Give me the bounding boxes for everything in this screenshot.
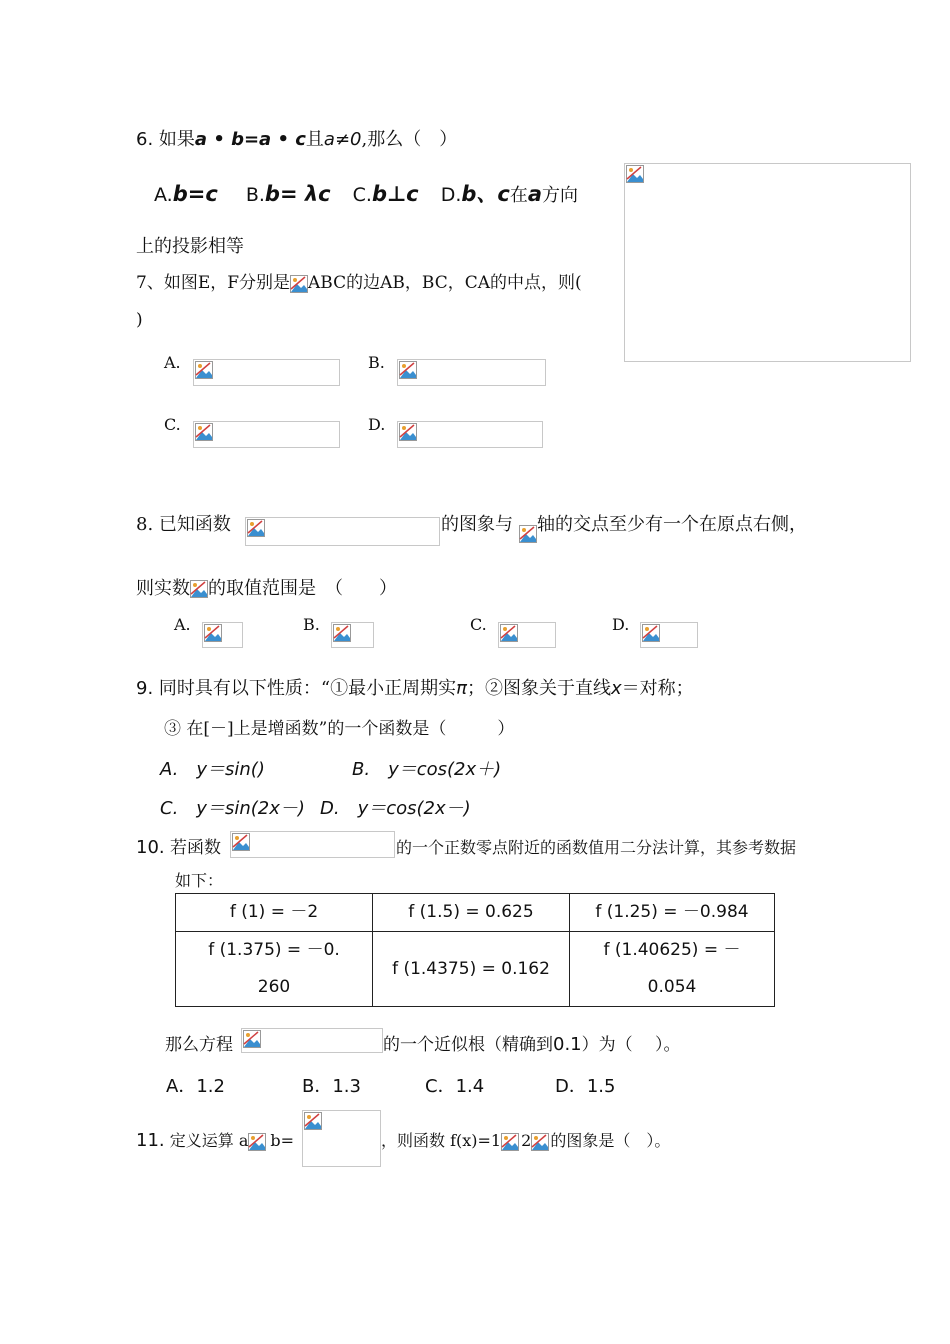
q11-stem-two: 2 xyxy=(521,1131,532,1150)
q10-eq-rest xyxy=(383,1030,681,1055)
q7-stem xyxy=(136,268,582,293)
q9-stem-text: 同时具有以下性质：“①最小正周期实 xyxy=(153,678,457,699)
q10-option-c: C．1.4 xyxy=(425,1076,485,1097)
q6-option-d-continued: 上的投影相等 xyxy=(136,236,244,257)
q8-m-variable-icon xyxy=(190,580,208,598)
broken-image-icon xyxy=(500,624,518,642)
q9-number: 9. xyxy=(136,678,154,699)
broken-image-icon xyxy=(232,833,250,851)
broken-image-icon xyxy=(399,361,417,379)
q11-stem-b: b= xyxy=(270,1131,295,1150)
broken-image-icon xyxy=(519,525,536,542)
q6-condition: a≠0 xyxy=(323,129,362,150)
q10-function-formula xyxy=(230,831,395,858)
q9-line2: ③ 在[－]上是增函数”的一个函数是（ ） xyxy=(164,719,515,739)
q10-eq-end: ）为（ ）。 xyxy=(581,1035,681,1055)
q8-option-d-label: D. xyxy=(612,615,630,634)
operator-symbol-icon xyxy=(501,1133,521,1151)
q8-option-a-formula xyxy=(202,622,243,648)
q8-line2-prefix: 则实数 xyxy=(136,578,190,599)
q9-option-a: A. y＝sin() xyxy=(160,759,265,780)
broken-image-icon xyxy=(626,165,644,183)
q10-eq-prefix: 那么方程 xyxy=(165,1035,233,1055)
q6-option-d-vars: b、c xyxy=(461,182,510,206)
q11-operation-definition xyxy=(302,1110,381,1167)
q7-option-d-formula xyxy=(397,421,543,448)
q9-option-d: D. y＝cos(2x－) xyxy=(320,798,471,819)
broken-image-icon xyxy=(204,624,222,642)
table-row xyxy=(176,932,775,1007)
q6-mid: 且 xyxy=(305,129,324,150)
broken-image-icon xyxy=(333,624,351,642)
q10-equation-formula xyxy=(241,1028,383,1053)
q6-option-d-in: 在 xyxy=(509,185,528,206)
q6-option-b: b= λc xyxy=(264,182,331,206)
q7-figure xyxy=(624,163,911,362)
q9-option-b: B. y＝cos(2x＋) xyxy=(352,759,502,780)
q8-stem-mid: 的图象与 xyxy=(441,514,513,535)
exponent-x-icon xyxy=(531,1133,545,1151)
q8-option-c-formula xyxy=(498,622,556,648)
broken-image-icon xyxy=(195,361,213,379)
q11-stem-prefix: 定义运算 a xyxy=(164,1131,249,1150)
q11-number: 11. xyxy=(136,1130,165,1151)
table-cell: f (1.4375) = 0.162 xyxy=(373,932,570,1007)
q10-stem-suffix: 的一个正数零点附近的函数值用二分法计算，其参考数据 xyxy=(396,838,797,857)
q11-stem-suffix: 的图象是（ ）。 xyxy=(545,1131,671,1150)
q11-stem-right xyxy=(381,1128,670,1151)
q11-stem-mid: ，则函数 f(x)=1 xyxy=(381,1131,502,1150)
triangle-symbol-icon xyxy=(290,275,308,293)
q8-option-b-label: B. xyxy=(303,615,320,634)
table-row xyxy=(176,894,775,932)
table-cell: f (1.40625) = －0.054 xyxy=(570,932,775,1007)
q6-number: 6. 如果 xyxy=(136,129,195,150)
q10-eq-suffix: 的一个近似根（精确到 xyxy=(383,1035,553,1055)
q10-stem-prefix: 若函数 xyxy=(164,838,222,858)
q6-option-d-a: a xyxy=(527,182,543,206)
q7-option-d-label: D. xyxy=(368,415,386,434)
q8-option-b-formula xyxy=(331,622,374,648)
q10-eq-precision: 0.1 xyxy=(553,1034,582,1055)
broken-image-icon xyxy=(642,624,660,642)
q8-option-d-formula xyxy=(640,622,698,648)
table-cell: f (1.5) = 0.625 xyxy=(373,894,570,932)
q7-stem-suffix: ABC的边AB，BC，CA的中点，则( xyxy=(308,273,582,293)
q8-function-formula xyxy=(245,517,440,546)
q10-option-b: B．1.3 xyxy=(302,1076,361,1097)
q9-pi: π xyxy=(456,678,467,699)
q10-stem-prefix-line xyxy=(136,833,221,858)
q6-option-d-dir: 方向 xyxy=(542,185,579,206)
q7-option-c-formula xyxy=(193,421,340,448)
q8-line2-suffix: 的取值范围是 （ ） xyxy=(208,578,397,599)
q10-reference-table xyxy=(175,893,775,1007)
table-cell: f (1) = －2 xyxy=(176,894,373,932)
q10-stem-line2: 如下： xyxy=(175,871,224,890)
q8-option-a-label: A. xyxy=(174,615,191,634)
broken-image-icon xyxy=(399,423,417,441)
q10-option-a: A．1.2 xyxy=(166,1076,225,1097)
q10-number: 10. xyxy=(136,837,165,858)
q7-option-a-label: A. xyxy=(164,353,181,372)
q6-option-c-label: C. xyxy=(352,184,372,206)
q7-option-b-label: B. xyxy=(368,353,385,372)
q8-line2 xyxy=(136,574,397,600)
broken-image-icon xyxy=(243,1030,261,1048)
q6-option-a-label: A. xyxy=(154,184,173,206)
q7-stem-close: ) xyxy=(136,310,143,330)
broken-image-icon xyxy=(195,423,213,441)
q9-x: x xyxy=(610,678,622,699)
q7-option-a-formula xyxy=(193,359,340,386)
q6-option-b-label: B. xyxy=(245,184,265,206)
q6-suffix: ,那么（ ） xyxy=(361,129,458,150)
q8-x-variable xyxy=(519,523,536,542)
q6-option-c: b⊥c xyxy=(371,182,419,206)
q6-options xyxy=(154,178,578,208)
broken-image-icon xyxy=(247,519,265,537)
q7-option-c-label: C. xyxy=(164,415,181,434)
q6-option-d-label: D. xyxy=(440,184,462,206)
q6-formula: a • b=a • c xyxy=(194,129,306,150)
q11-stem-left xyxy=(136,1128,294,1151)
q6-option-a: b=c xyxy=(172,182,218,206)
q7-option-b-formula xyxy=(397,359,546,386)
q8-option-c-label: C. xyxy=(470,615,487,634)
q10-option-d: D．1.5 xyxy=(555,1076,616,1097)
table-cell: f (1.25) = －0.984 xyxy=(570,894,775,932)
q8-stem-prefix: 8. 已知函数 xyxy=(136,514,231,535)
broken-image-icon xyxy=(304,1112,322,1130)
operator-symbol-icon xyxy=(248,1133,270,1151)
q9-option-c: C. y＝sin(2x－) xyxy=(160,798,305,819)
q7-stem-prefix: 7、如图E，F分别是 xyxy=(136,273,291,293)
q6-stem xyxy=(136,125,457,151)
q8-stem-suffix: 轴的交点至少有一个在原点右侧， xyxy=(537,514,807,535)
q9-stem xyxy=(136,674,694,700)
table-cell: f (1.375) = －0.260 xyxy=(176,932,373,1007)
q9-stem-text2: ；②图象关于直线 xyxy=(466,678,611,699)
q9-stem-text3: ＝对称； xyxy=(621,678,694,699)
